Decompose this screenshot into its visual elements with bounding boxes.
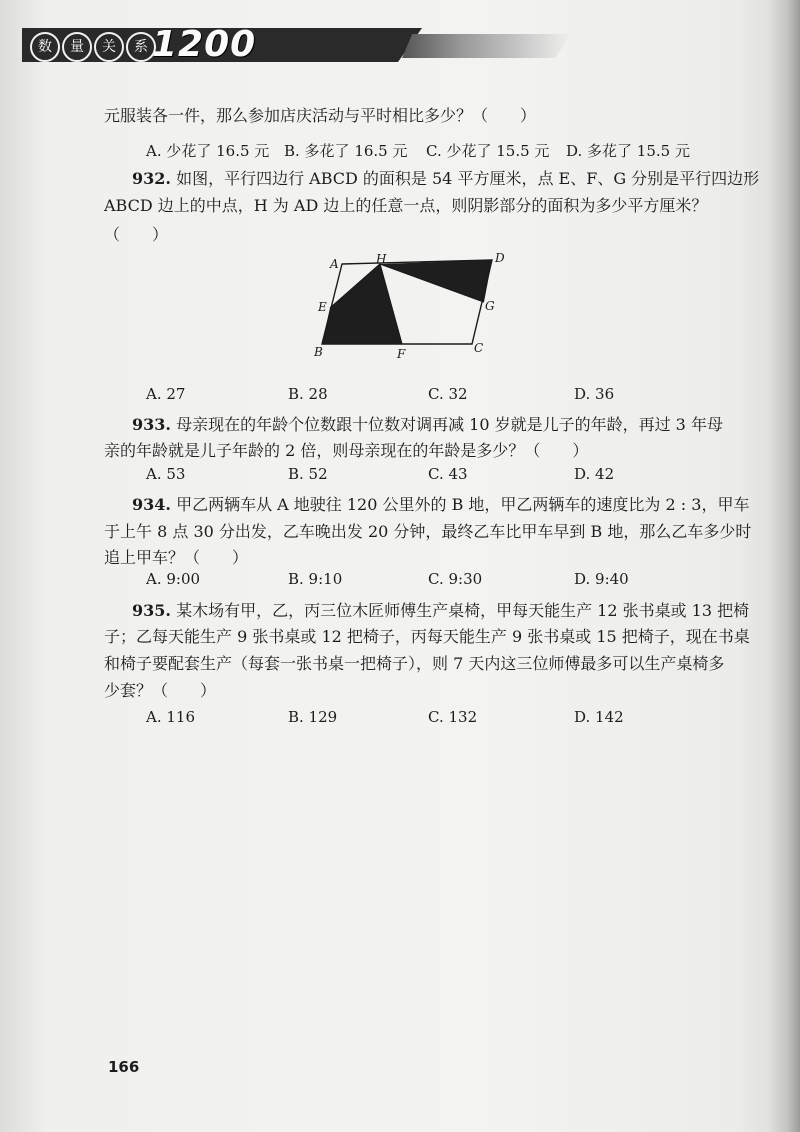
q935-option-c: C. 132 (428, 708, 478, 726)
q933-option-d: D. 42 (574, 465, 615, 483)
parallelogram-figure (300, 248, 520, 368)
q935-line1 (132, 598, 749, 621)
q935-option-d: D. 142 (574, 708, 624, 726)
q934-line2: 于上午 8 点 30 分出发，乙车晚出发 20 分钟，最终乙车比甲车早到 B 地，那么乙车多少时 (104, 522, 752, 541)
q933-option-c: C. 43 (428, 465, 468, 483)
label-e: E (318, 300, 327, 314)
q933-options (146, 465, 666, 487)
label-d: D (495, 251, 505, 265)
q934-line3: 追上甲车？（ ） (104, 548, 249, 567)
q935-text: 某木场有甲，乙，丙三位木匠师傅生产桌椅，甲每天能生产 12 张书桌或 13 把椅 (176, 601, 750, 620)
series-header (22, 26, 582, 66)
q932-text: 如图，平行四边行 ABCD 的面积是 54 平方厘米，点 E、F、G 分别是平行四边形 (176, 169, 760, 188)
q934-options (146, 570, 666, 592)
label-f: F (397, 347, 406, 361)
q933-line1 (132, 412, 723, 435)
q931-options (146, 140, 690, 162)
series-number: 1200 (152, 24, 257, 65)
q935-options (146, 708, 666, 730)
q932-line1 (132, 166, 759, 189)
q934-option-b: B. 9:10 (288, 570, 343, 588)
series-char: 关 (94, 32, 124, 62)
q932-options (146, 385, 666, 407)
q931-option-b: B. 多花了 16.5 元 (284, 142, 408, 160)
q933-option-b: B. 52 (288, 465, 328, 483)
series-char: 数 (30, 32, 60, 62)
label-b: B (314, 345, 323, 359)
q933-number: 933. (132, 415, 171, 434)
label-a: A (330, 257, 339, 271)
label-c: C (474, 341, 484, 355)
q931-option-a: A. 少花了 16.5 元 (146, 142, 270, 160)
q934-line1 (132, 492, 749, 515)
q931-tail: 元服装各一件，那么参加店庆活动与平时相比多少？（ ） (104, 106, 537, 125)
q933-text: 母亲现在的年龄个位数跟十位数对调再减 10 岁就是儿子的年龄，再过 3 年母 (176, 415, 723, 434)
q932-number: 932. (132, 169, 171, 188)
q932-line2: ABCD 边上的中点，H 为 AD 边上的任意一点，则阴影部分的面积为多少平方厘米？ (104, 196, 708, 215)
q934-option-d: D. 9:40 (574, 570, 629, 588)
q932-option-c: C. 32 (428, 385, 468, 403)
q931-option-c: C. 少花了 15.5 元 (426, 142, 550, 160)
q932-line3: （ ） (104, 225, 169, 244)
q932-option-a: A. 27 (146, 385, 186, 403)
q933-line2: 亲的年龄就是儿子年龄的 2 倍，则母亲现在的年龄是多少？（ ） (104, 441, 589, 460)
q935-option-a: A. 116 (146, 708, 195, 726)
q932-option-d: D. 36 (574, 385, 615, 403)
q933-option-a: A. 53 (146, 465, 186, 483)
q935-line4: 少套？（ ） (104, 681, 217, 700)
q931-option-d: D. 多花了 15.5 元 (566, 142, 690, 160)
series-char: 量 (62, 32, 92, 62)
series-title (30, 32, 156, 62)
q934-number: 934. (132, 495, 171, 514)
q935-line3: 和椅子要配套生产（每套一张书桌一把椅子），则 7 天内这三位师傅最多可以生产桌椅多 (104, 654, 725, 673)
q934-option-a: A. 9:00 (146, 570, 201, 588)
header-banner-fade (402, 34, 572, 58)
label-h: H (376, 252, 387, 266)
shaded-top-right-triangle (380, 260, 492, 302)
q935-line2: 子；乙每天能生产 9 张书桌或 12 把椅子，丙每天能生产 9 张书桌或 15 把椅子，现在书桌 (104, 627, 750, 646)
q934-text: 甲乙两辆车从 A 地驶往 120 公里外的 B 地，甲乙两辆车的速度比为 2 : 3，甲车 (176, 495, 750, 514)
label-g: G (485, 299, 495, 313)
page-spine-shadow (768, 0, 800, 1132)
q935-option-b: B. 129 (288, 708, 338, 726)
q935-number: 935. (132, 601, 171, 620)
series-char: 系 (126, 32, 156, 62)
q932-option-b: B. 28 (288, 385, 328, 403)
q934-option-c: C. 9:30 (428, 570, 483, 588)
page-number: 166 (108, 1058, 140, 1076)
